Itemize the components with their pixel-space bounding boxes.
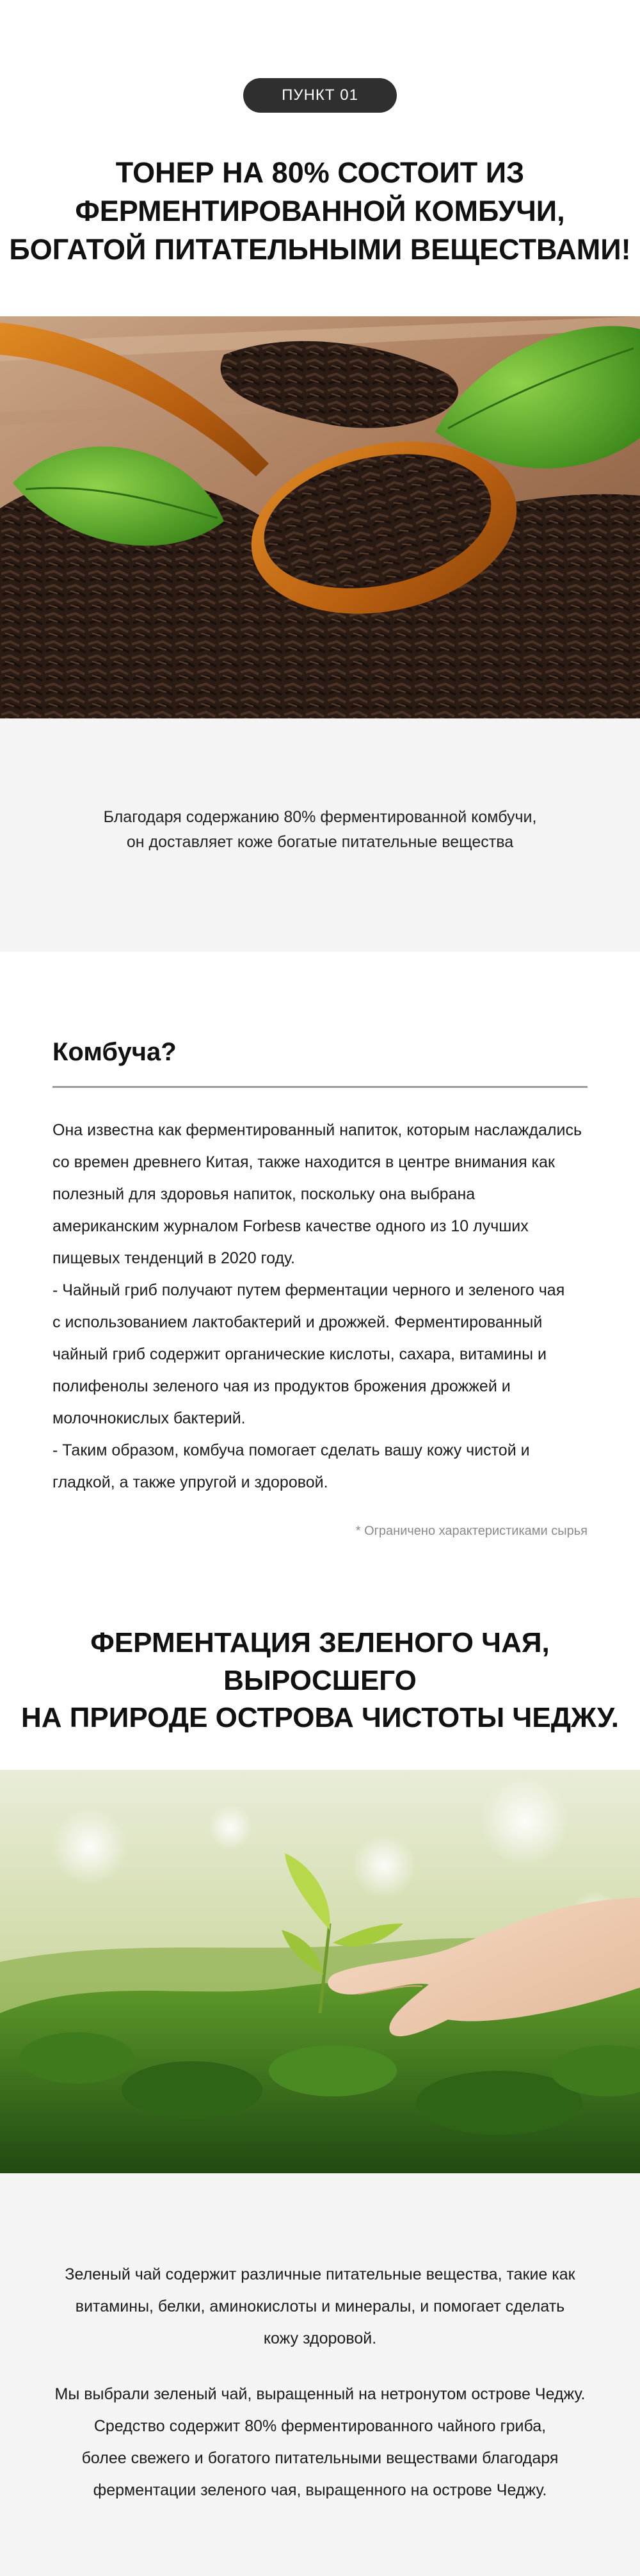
intro-band (0, 718, 640, 952)
headline-line: ФЕРМЕНТАЦИЯ ЗЕЛЕНОГО ЧАЯ, ВЫРОСШЕГО (90, 1627, 550, 1696)
green-tea-band (0, 2173, 640, 2576)
paragraph-line: ферментации зеленого чая, выращенного на острове Чеджу. (93, 2481, 547, 2499)
kombucha-line: полезный для здоровья напиток, поскольку она выбрана (52, 1185, 476, 1203)
intro-text (0, 805, 640, 855)
kombucha-line: американским журналом Forbesв качестве одного из 10 лучших (52, 1217, 529, 1235)
kombucha-description (52, 1114, 603, 1498)
kombucha-line: с использованием лактобактерий и дрожжей. Ферментированный (52, 1313, 543, 1331)
green-tea-paragraph-1 (0, 2258, 640, 2354)
footnote: * Ограничено характеристиками сырья (355, 1524, 588, 1538)
fermented-tea-image (0, 316, 640, 718)
kombucha-title: Комбуча? (52, 1038, 177, 1066)
intro-line: он доставляет коже богатые питательные вещества (126, 832, 514, 851)
green-tea-headline (0, 1624, 640, 1737)
green-tea-field-image (0, 1770, 640, 2173)
paragraph-line: кожу здоровой. (263, 2329, 377, 2347)
title-divider (52, 1086, 588, 1088)
green-tea-paragraph-2 (0, 2378, 640, 2506)
headline-line: НА ПРИРОДЕ ОСТРОВА ЧИСТОТЫ ЧЕДЖУ. (20, 1702, 620, 1734)
paragraph-line: более свежего и богатого питательными веществами благодаря (81, 2449, 559, 2467)
paragraph-line: Средство содержит 80% ферментированного чайного гриба, (93, 2417, 547, 2435)
headline-line: ТОНЕР НА 80% СОСТОИТ ИЗ (115, 156, 525, 189)
paragraph-line: Мы выбрали зеленый чай, выращенный на нетронутом острове Чеджу. (54, 2385, 586, 2403)
headline-line: ФЕРМЕНТИРОВАННОЙ КОМБУЧИ, (75, 194, 565, 227)
intro-line: Благодаря содержанию 80% ферментированной комбучи, (103, 808, 537, 826)
paragraph-line: витамины, белки, аминокислоты и минералы, и помогает сделать (75, 2297, 565, 2315)
headline-line: БОГАТОЙ ПИТАТЕЛЬНЫМИ ВЕЩЕСТВАМИ! (9, 232, 631, 266)
kombucha-line: молочнокислых бактерий. (52, 1409, 246, 1427)
paragraph-line: Зеленый чай содержит различные питательные вещества, такие как (65, 2265, 575, 2283)
kombucha-line: со времен древнего Китая, также находится в центре внимания как (52, 1153, 555, 1171)
kombucha-line: пищевых тенденций в 2020 году. (52, 1249, 296, 1267)
kombucha-line: чайный гриб содержит органические кислоты, сахара, витамины и (52, 1345, 547, 1363)
kombucha-line: Она известна как ферментированный напиток, которым наслаждались (52, 1121, 582, 1139)
kombucha-line: полифенолы зеленого чая из продуктов брожения дрожжей и (52, 1377, 511, 1395)
point-headline (0, 154, 640, 269)
kombucha-line: - Чайный гриб получают путем ферментации черного и зеленого чая (52, 1281, 565, 1299)
point-badge: ПУНКТ 01 (243, 78, 397, 113)
kombucha-line: - Таким образом, комбуча помогает сделать вашу кожу чистой и (52, 1441, 530, 1459)
kombucha-line: гладкой, а также упругой и здоровой. (52, 1473, 328, 1491)
